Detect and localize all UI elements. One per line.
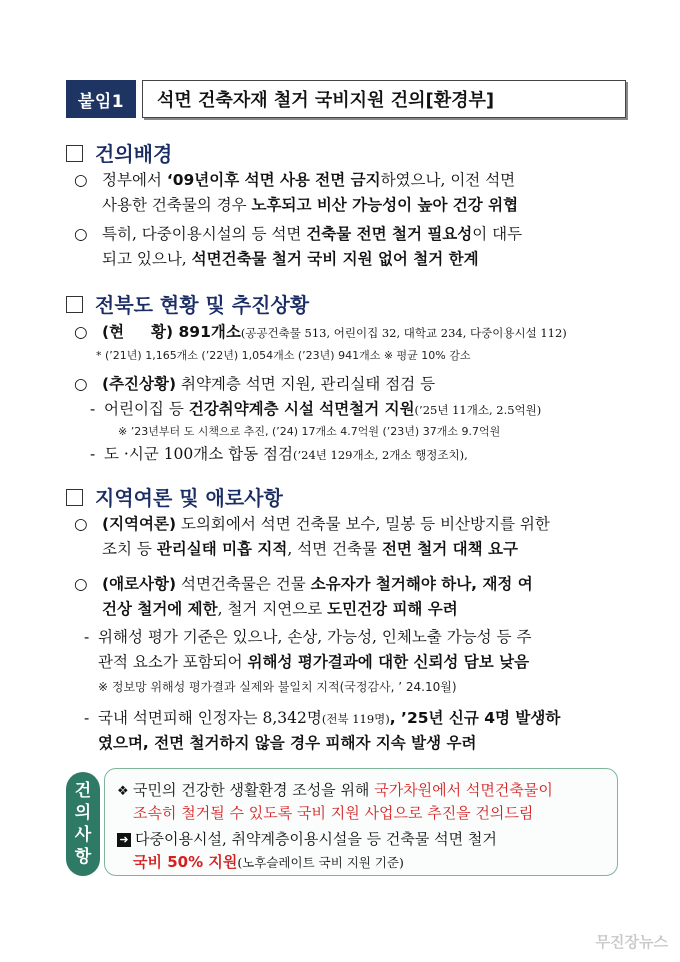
attachment-badge: 붙임1 [66,80,136,118]
difficulty-detail-2-line2: 였으며, 전면 철거하지 않을 경우 피해자 지속 발생 우려 [98,734,477,752]
status-detail-1: - 어린이집 등 건강취약계층 시설 석면철거 지원(’25년 11개소, 2.5억원) [90,400,542,418]
opinion-item-line1: ○ (지역여론) 도의회에서 석면 건축물 보수, 밀봉 등 비산방지를 위한 [74,515,550,533]
circle-bullet: ○ [74,515,88,533]
diamond-bullet-icon: ❖ [117,784,129,799]
background-item-1-line1: ○ 정부에서 ‘09년이후 석면 사용 전면 금지하였으나, 이전 석면 [74,171,516,189]
status-progress-line: ○ (추진상황) 취약계층 석면 지원, 관리실태 점검 등 [74,375,436,393]
opinion-item-line2: 조치 등 관리실태 미흡 지적, 석면 건축물 전면 철거 대책 요구 [102,540,518,558]
background-item-2-line1: ○ 특히, 다중이용시설의 등 석면 건축물 전면 철거 필요성이 대두 [74,225,523,243]
status-note-2: ※ ’23년부터 도 시책으로 추진, (’24) 17개소 4.7억원 (’23년) 37개소 9.7억원 [118,425,501,438]
section-title: 지역여론 및 애로사항 [95,486,283,510]
difficulty-item-line1: ○ (애로사항) 석면건축물은 건물 소유자가 철거해야 하나, 재정 여 [74,575,533,593]
section-title: 전북도 현황 및 추진상황 [95,293,310,317]
section-opinion-heading [66,482,283,511]
background-item-1-line2: 사용한 건축물의 경우 노후되고 비산 가능성이 높아 건강 위협 [102,196,519,214]
square-bullet-icon [66,296,83,313]
difficulty-detail-1-line2: 관적 요소가 포함되어 위해성 평가결과에 대한 신뢰성 담보 낮음 [98,653,530,671]
recommendation-box [66,768,626,880]
recommendation-2-line1: ➜ 다중이용시설, 취약계층이용시설을 등 건축물 석면 철거 [117,828,497,849]
circle-bullet: ○ [74,575,88,593]
section-status-heading [66,289,309,318]
document-title: 석면 건축자재 철거 국비지원 건의[환경부] [142,80,626,118]
recommendation-1-line2: 조속히 철거될 수 있도록 국비 지원 사업으로 추진을 건의드림 [133,804,534,822]
section-title: 건의배경 [95,142,173,166]
recommendation-1-line1: ❖ 국민의 건강한 생활환경 조성을 위해 국가차원에서 석면건축물이 [117,781,553,799]
background-item-2-line2: 되고 있으나, 석면건축물 철거 국비 지원 없어 철거 한계 [102,250,479,268]
recommendation-label: 건 의 사 항 [66,772,100,876]
circle-bullet: ○ [74,323,88,341]
difficulty-note: ※ 정보망 위해성 평가결과 실제와 불일치 지적(국정감사, ’ 24.10월) [98,680,457,694]
square-bullet-icon [66,145,83,162]
header [66,80,626,118]
circle-bullet: ○ [74,171,88,189]
circle-bullet: ○ [74,375,88,393]
difficulty-item-line2: 건상 철거에 제한, 철거 지연으로 도민건강 피해 우려 [102,600,458,618]
difficulty-detail-2-line1: - 국내 석면피해 인정자는 8,342명(전북 119명), ’25년 신규 4명 발생하 [84,709,561,727]
recommendation-content [104,768,618,876]
section-background-heading [66,138,172,167]
status-detail-2: - 도 ·시군 100개소 합동 점검(’24년 129개소, 2개소 행정조치), [90,445,468,463]
difficulty-detail-1-line1: - 위해성 평가 기준은 있으나, 손상, 가능성, 인체노출 가능성 등 주 [84,628,532,646]
status-note-1: * (’21년) 1,165개소 (’22년) 1,054개소 (’23년) 941개소 ※ 평균 10% 감소 [96,349,471,362]
recommendation-2-line2: 국비 50% 지원(노후슬레이트 국비 지원 기준) [133,853,404,871]
square-bullet-icon [66,489,83,506]
circle-bullet: ○ [74,225,88,243]
watermark-logo: 무진장뉴스 [595,933,668,951]
status-current-line: ○ (현 황) 891개소(공공건축물 513, 어린이집 32, 대학교 234, 다중이용시설 112) [74,323,567,341]
arrow-box-icon: ➜ [117,833,131,847]
